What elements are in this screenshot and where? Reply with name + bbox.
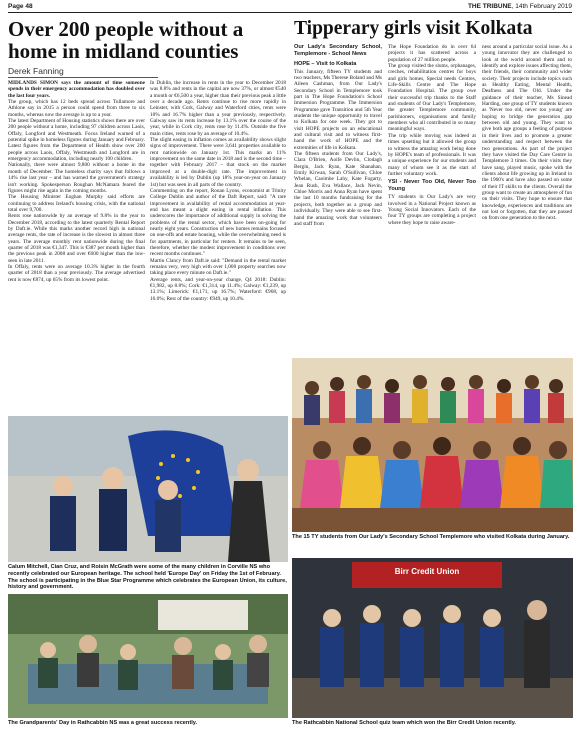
kolkata-caption: The 15 TY students from Our Lady's Secondary School Templemore who visited Kolkata during January.: [292, 534, 570, 540]
europe-day-photo: [8, 416, 288, 562]
article2-column-1: [294, 44, 382, 356]
article1-paragraph: In Dublin, the increase in rents in the year to December 2018 was 8.8% and rents in the capital are now 37%, or almost €540 a month or €6,500 a year, higher than their previous peak a little over a decade ago. Rents continue to rise more rapidly in Leinster, with Cork, Galway and Waterford cities, rents were 10% and 16.7% higher than a year previously, respectively. Galway saw its rents increase by 13.1% over the course of the year, while in Cork city, rents rose by 11.4%. Outside the five main cities, rents rose by an average of 10.4%.: [150, 80, 286, 137]
article1-column-1: [8, 80, 145, 414]
article1-paragraph: The latest Department of Housing statistics shows there are over 200 people without a home, including 97 children across Laois, Offaly, Longford and Westmeath. Focus Ireland warned of a potential spike in homeless figures during January and February.: [8, 118, 145, 144]
article2-subhead-ysi: YSI - Never Too Old, Never Too Young: [388, 179, 476, 193]
article2-headline: Tipperary girls visit Kolkata: [294, 18, 533, 39]
article1-paragraph: The Housing Minister Eoghan Murphy said efforts are continuing to address Ireland's housing crisis, with the national total over 9,700.: [8, 194, 145, 213]
grandparents-day-illustration: [8, 594, 288, 718]
article1-paragraph: Rents rose nationwide by an average of 9.8% in the year to December 2018, according to the latest quarterly Rental Report by Daft.ie. While this marks another record high in national average rents, the rate of increase is the slowest in almost three years. The average monthly rent nationwide during the final quarter of 2018 was €1,347. This is €387 per month higher than the previous peak in 2008 and over €600 higher than the low-seen in late 2011.: [8, 213, 145, 264]
article1-paragraph: Commenting on the report, Ronan Lyons, economist at Trinity College Dublin and author of the Daft Report, said: "A rare improvement in availability of rental accommodation at year-end has meant a slight easing in rental inflation. This underscores the importance of additional supply in solving the problems of the rental sector, which have been on-going for nearly eight years. Construction of new homes remains focused on one-offs and estate housing, while the overwhelming need is for apartments, in particular for renters. It remains to be seen, therefore, whether the modest improvement in conditions over recent months continues.": [150, 187, 286, 258]
article1-headline: Over 200 people without a home in midland counties: [8, 17, 244, 63]
masthead: THE TRIBUNE: [467, 3, 512, 10]
page-number: Page 48: [8, 3, 33, 10]
quiz-team-caption: The Rathcabbin National School quiz team which won the Birr Credit Union recently.: [292, 720, 516, 726]
kolkata-group-photo: [292, 358, 573, 532]
article2-paragraph: The group visited the slums, orphanages, creches, rehabilitation centres for boys and girls homes, Special needs Centres, Life-Skills Centre and The Hope Foundation Hospital. The group owe their successful trip thanks to the Staff and students of Our Lady's Templemore, the greater Templemore community, parishioners, organisations and family members who all contributed in so many meaningful ways.: [388, 63, 476, 133]
article1-paragraph: Nationally, there were almost 9,800 without a home in the month of December. The homeless charity says that follows a 14% rise last year – and has warned the government's strategy isn't working. Spokesperson Roughan McNamara feared the figures might rise again in the coming months.: [8, 162, 145, 194]
article2-paragraph: The trip while moving was indeed at times upsetting but it allowed the group to witness the amazing work being done by HOPE's team of professionals. It was a unique experience for our students and many of whom see it as the start of further voluntary work.: [388, 132, 476, 177]
article1-paragraph: MIDLANDS SIMON says the amount of time someone spends in their emergency accommodation has doubled over the last four years.: [8, 80, 145, 99]
article2-paragraph: The fifteen students from Our Lady's, Clara O'Brien, Aoife Devlin, Clodagh Bergin, Jack Ryan, Kate Shanahan, Emily Kirwan, Sarah O'Sullivan, Chloe Whelan, Caoimhe Lahy, Kate Fogarty, Jean Rush, Eva Wallace, Jack Nevin, Chloe Morris and Anna Ryan have spent the last 10 months fundraising for the projects, both together as a group and individually. They were able to see first-hand the amazing work that volunteers and staff from: [294, 151, 382, 227]
europe-day-caption: Calum Mitchell, Cian Cruz, and Roisin McGrath were some of the many children in Corville NS who recently celebrated our European heritage. The school held 'Europe Day' on Friday the 1st of February. The school is participating in the Blue Star Programme which celebrates the European Union, its culture, history and government.: [8, 564, 287, 591]
article1-paragraph: Martin Clancy from Daft.ie said: "Demand in the rental market remains very, very high with over 1,000 property searches now taking place every minute on Daft.ie.": [150, 257, 286, 277]
article1-column-2: [150, 80, 286, 414]
article1-paragraph: In Offaly, rents were on average 10.3% higher in the fourth quarter of 2018 than a year previously. The average advertised rent is now €874, up 65% from its lowest point.: [8, 263, 145, 283]
grandparents-caption: The Grandparents' Day in Rathcabbin NS was a great success recently.: [8, 720, 197, 726]
quiz-team-illustration: [292, 558, 573, 718]
kolkata-photo-illustration: [292, 358, 573, 532]
quiz-team-photo: [292, 558, 573, 718]
article2-paragraph: ness around a particular social issue. As a young innovator they are challenged to look at the world around them and to identify and explore issues affecting them, their friends, their community and wider society. Their projects include topics such as Healthy Eating, Mental Health, Deafness and The Old. Under the guidance of their teacher, Ms Sinead Harding, one group of TY students known as 'Never too old, never too young' are hoping to bridge the generation gap between old and young. They want to give both age groups a feeling of purpose in their lives and to promote a greater understanding and respect between the two generations. As part of the project they have visited the Day Care Centre in Templemore 3 times. On their visits they have sang, played music, spoke with the clients about life growing up in Ireland in the 1960's and have also passed on some of their IT skills to the clients. Overall the group want to create an atmosphere of fun on their visits. They hope to ensure that knowledge, experiences and traditions are not lost or forgotten, that they are passed on from one generation to the next.: [482, 44, 572, 222]
article1-paragraph: The slight easing in inflation comes as availability shows slight signs of improvement. There were 3,641 properties available to rent nationwide on January 1st. This marks an 11% improvement on the same date in 2018 and is the second time – together with February 2017 – that stock on the market improved at a double-digit rate. The improvement in availability is led by Dublin (up 18% year-on-year on January 1st) but was seen in all parts of the country.: [150, 137, 286, 188]
article2-column-2: [388, 44, 476, 356]
article2-kicker: Our Lady's Secondary School, Templemore - School News: [294, 44, 382, 57]
issue-date: , 14th February 2019: [511, 3, 572, 10]
article1-paragraph: The group, which has 12 beds spread across Tullamore and Athlone say in 2015 a person could spend from three to six months, whereas now the average is up to a year.: [8, 99, 145, 118]
grandparents-day-photo: [8, 594, 288, 718]
article2-column-3: [482, 44, 572, 356]
article2-subhead-hope: HOPE – Visit to Kolkata: [294, 60, 357, 67]
credit-union-sign: Birr Credit Union: [394, 567, 460, 576]
europe-day-illustration: [8, 416, 288, 562]
article2-paragraph: TY students in Our Lady's are very involved in a National Project known as Young Social Innovators. Each of the four TY groups are completing a project where they hope to raise aware-: [388, 194, 476, 226]
article1-byline: Derek Fanning: [8, 66, 158, 78]
article1-paragraph: Average rents, and year-on-year change, Q4 2018: Dublin: €1,982, up 8.8%; Cork: €1,314, up 11.4%; Galway: €1,239, up 13.1%; Limerick: €1,171, up 16.7%; Waterford: €968, up 16.0%; Rest of the country: €949, up 10.4%.: [150, 276, 286, 302]
article1-paragraph: Latest figures from the Department of Health show over 200 people across Laois, Offaly, Westmeath and Longford are in emergency accommodation, including nearly 100 children.: [8, 143, 145, 163]
article2-paragraph: The Hope Foundation do in over 64 projects it has scattered across a population of 27 million people.: [388, 44, 476, 63]
header-rule: [8, 12, 572, 13]
masthead-date: [468, 3, 572, 10]
article2-paragraph: This January, fifteen TY students and two teachers, Ms Therese Boland and Ms Aileen Cashman, from Our Lady's Secondary School in Templemore took part in The Hope Foundation's School Immersion Programme. The Immersion Programme gave Transition and 5th Year students the unique opportunity to travel to Kolkata for one week. They got to visit HOPE projects on an educational and cultural visit and to witness first-hand the work of HOPE and the extremities of life in Kolkata.: [294, 68, 382, 151]
